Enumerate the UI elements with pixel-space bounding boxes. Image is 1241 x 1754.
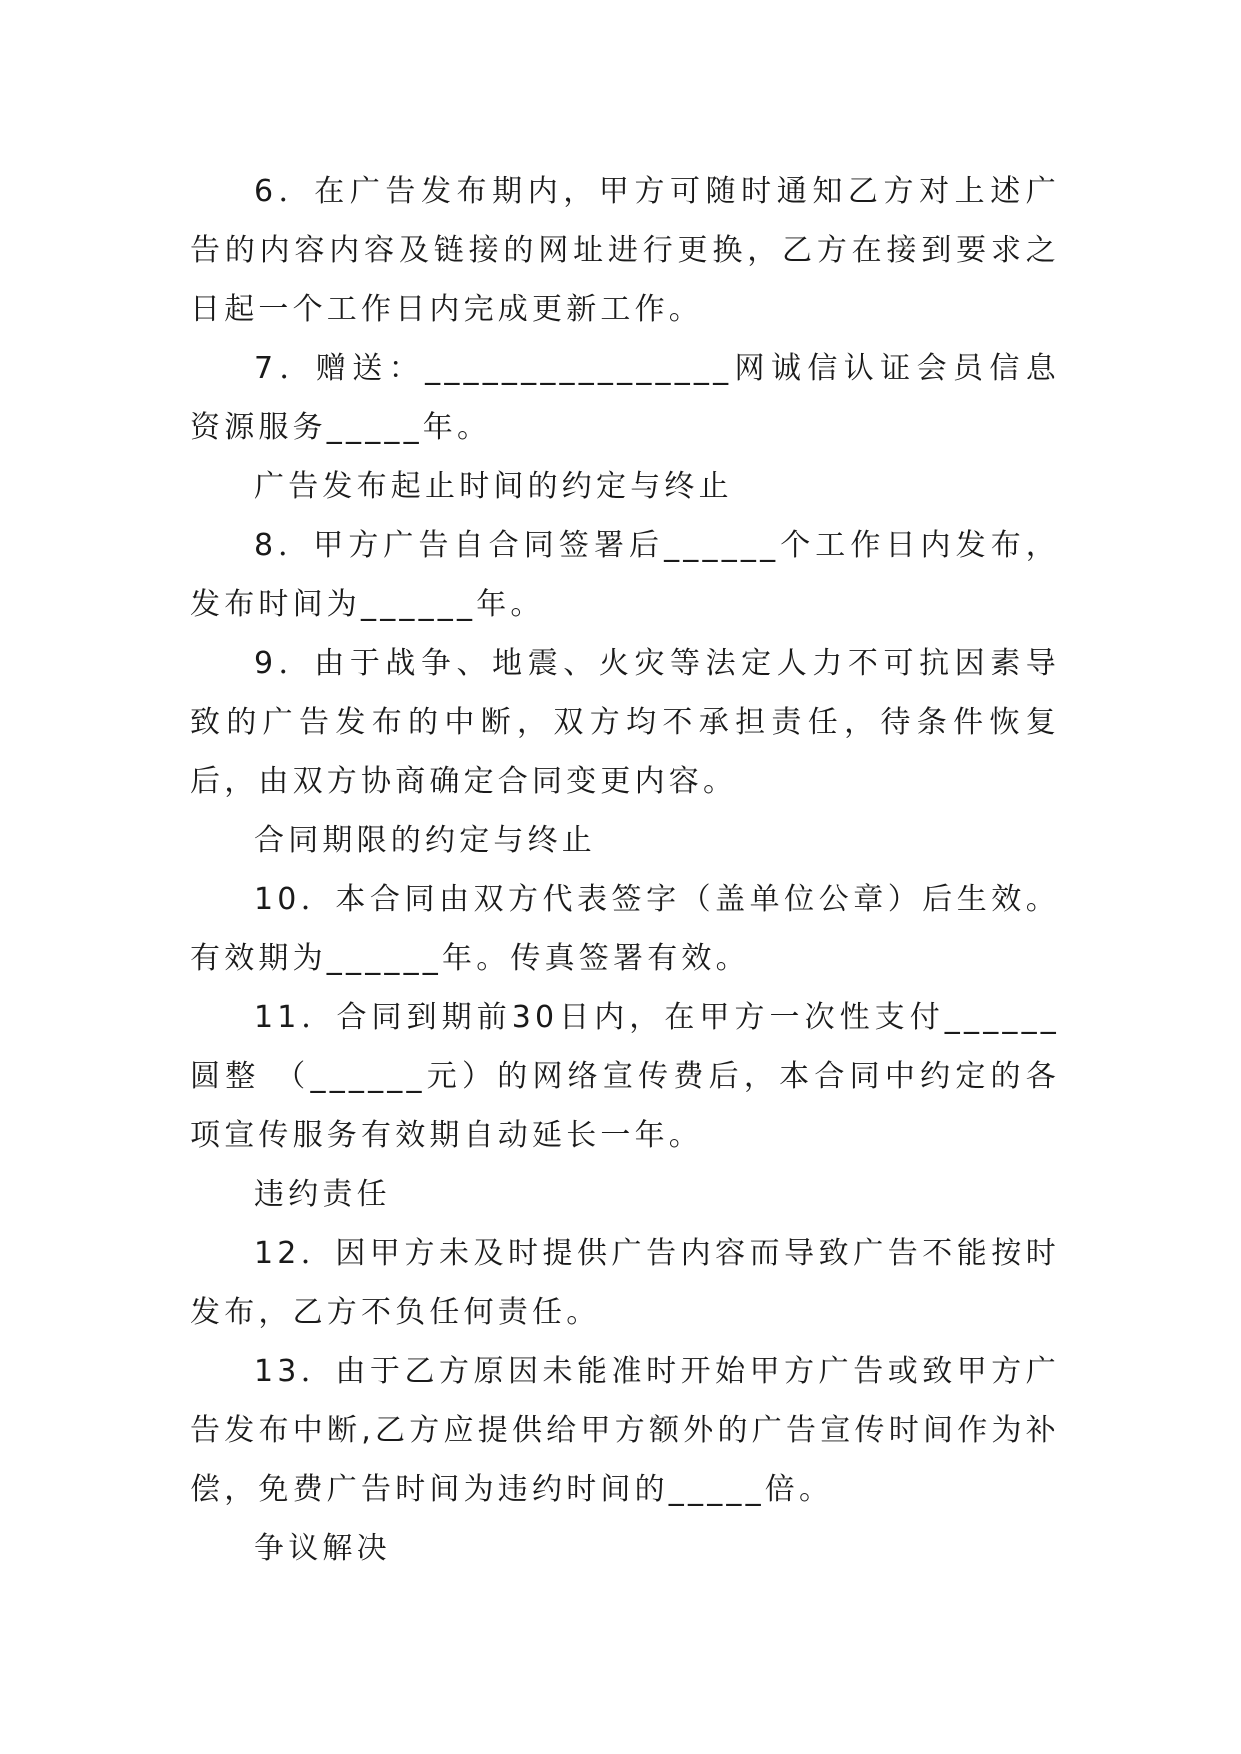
section-heading-ad-period: 广告发布起止时间的约定与终止	[254, 469, 733, 504]
section-heading-dispute: 争议解决	[254, 1531, 391, 1566]
clause-10: 10．本合同由双方代表签字（盖单位公章）后生效。有效期为______年。传真签署有效。	[190, 882, 1060, 976]
clause-9: 9．由于战争、地震、火灾等法定人力不可抗因素导致的广告发布的中断，双方均不承担责任，待条件恢复后，由双方协商确定合同变更内容。	[190, 646, 1060, 799]
clause-7: 7．赠送：________________网诚信认证会员信息资源服务_____年。	[190, 351, 1060, 445]
section-heading-breach: 违约责任	[254, 1177, 391, 1212]
document-body	[190, 162, 1060, 1578]
clause-12: 12．因甲方未及时提供广告内容而导致广告不能按时发布，乙方不负任何责任。	[190, 1236, 1060, 1330]
clause-11: 11．合同到期前30日内，在甲方一次性支付______圆整 （______元）的网络宣传费后，本合同中约定的各项宣传服务有效期自动延长一年。	[190, 1000, 1060, 1153]
clause-13: 13．由于乙方原因未能准时开始甲方广告或致甲方广告发布中断,乙方应提供给甲方额外的广告宣传时间作为补偿，免费广告时间为违约时间的_____倍。	[190, 1354, 1060, 1507]
clause-8: 8．甲方广告自合同签署后______个工作日内发布，发布时间为______年。	[190, 528, 1060, 622]
clause-6: 6．在广告发布期内，甲方可随时通知乙方对上述广告的内容内容及链接的网址进行更换，乙方在接到要求之日起一个工作日内完成更新工作。	[190, 174, 1060, 327]
section-heading-contract-term: 合同期限的约定与终止	[254, 823, 596, 858]
